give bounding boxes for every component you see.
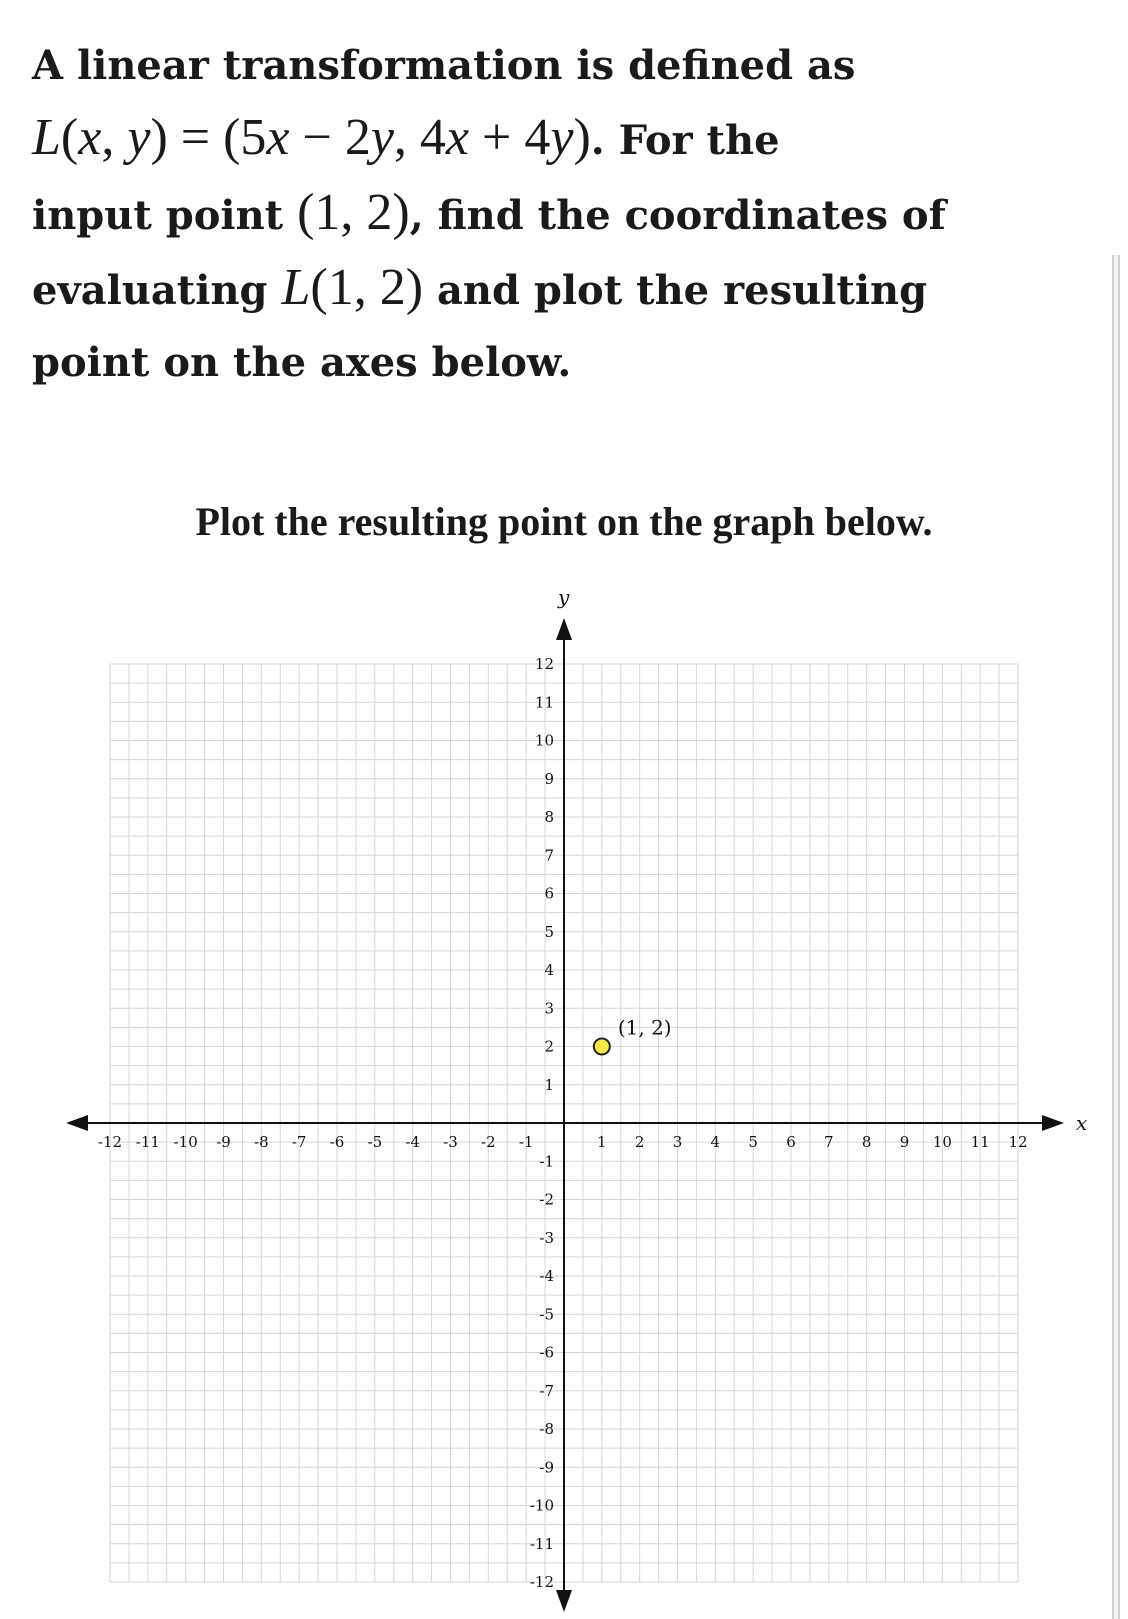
y-tick-label: 10 [534,731,554,750]
instruction-text: Plot the resulting point on the graph below. [195,499,933,544]
x-tick-label: -10 [173,1133,198,1151]
x-axis-label: x [1076,1111,1088,1135]
y-tick-label: -5 [539,1305,554,1324]
y-axis-arrow-up [556,618,572,640]
point-label: (1, 2) [617,1015,672,1040]
y-tick-label: 9 [544,769,554,788]
plotted-point[interactable] [594,1039,610,1055]
eval-expression-math: L(1, 2) [281,259,424,316]
y-tick-label: -8 [539,1420,554,1438]
x-tick-label: 10 [932,1133,952,1151]
x-tick-label: 6 [786,1133,796,1151]
y-tick-label: 2 [544,1037,554,1056]
x-tick-label: 4 [710,1133,721,1151]
x-tick-label: 5 [748,1133,758,1151]
y-tick-label: -2 [539,1190,554,1209]
x-tick-label: 2 [634,1133,645,1151]
x-tick-label: 11 [970,1133,990,1151]
x-axis-arrow-left [66,1115,88,1131]
x-tick-label: -7 [291,1133,307,1151]
axes [66,585,1087,1612]
x-axis-arrow-right [1042,1115,1064,1131]
x-tick-label: -2 [481,1133,496,1151]
question-line-5: point on the axes below. [32,339,572,386]
x-tick-label: -8 [254,1133,269,1151]
y-tick-label: 12 [534,655,554,673]
y-tick-label: -11 [529,1534,554,1553]
y-tick-label: -3 [539,1228,554,1247]
y-tick-label: 11 [534,693,554,712]
x-tick-label: 9 [899,1133,910,1151]
y-tick-label: -9 [539,1458,554,1477]
y-tick-label: 7 [544,846,554,865]
y-axis-label: y [558,585,570,609]
x-tick-label: -1 [518,1133,534,1151]
y-tick-label: -4 [539,1267,554,1285]
x-tick-label: 12 [1008,1133,1028,1151]
x-tick-label: -9 [216,1133,231,1151]
input-point-math: (1, 2) [297,184,410,241]
x-tick-label: 1 [597,1133,607,1151]
y-tick-label: -12 [529,1573,554,1591]
x-tick-label: -11 [135,1133,160,1151]
plotted-points[interactable] [594,1016,672,1055]
transformation-definition: L(x, y) = (5x − 2y, 4x + 4y) [32,109,591,166]
x-tick-label: -3 [443,1133,458,1151]
x-tick-label: -5 [367,1133,383,1151]
y-tick-label: 5 [544,922,554,941]
x-tick-label: 3 [672,1133,683,1151]
y-tick-label: -1 [539,1152,554,1171]
question-line-2: L(x, y) = (5x − 2y, 4x + 4y). For the [32,109,780,166]
y-axis-arrow-down [556,1590,572,1612]
y-tick-label: 1 [544,1075,554,1094]
y-tick-label: 4 [544,961,554,979]
question-line-1: A linear transformation is defined as [32,42,856,89]
y-tick-label: -10 [529,1496,554,1515]
y-tick-label: 6 [544,884,554,903]
y-tick-label: -7 [539,1381,554,1400]
question-line-4: evaluating L(1, 2) and plot the resulting [32,259,928,316]
y-tick-label: 8 [544,808,554,826]
x-tick-label: 8 [861,1133,872,1151]
question-line-3: input point (1, 2), find the coordinates of [32,184,946,241]
x-tick-label: -12 [97,1133,123,1151]
x-tick-label: -4 [405,1133,420,1151]
y-tick-label: 3 [544,999,554,1018]
x-tick-label: -6 [329,1133,345,1151]
x-tick-label: 7 [824,1133,834,1151]
y-tick-label: -6 [539,1343,554,1362]
